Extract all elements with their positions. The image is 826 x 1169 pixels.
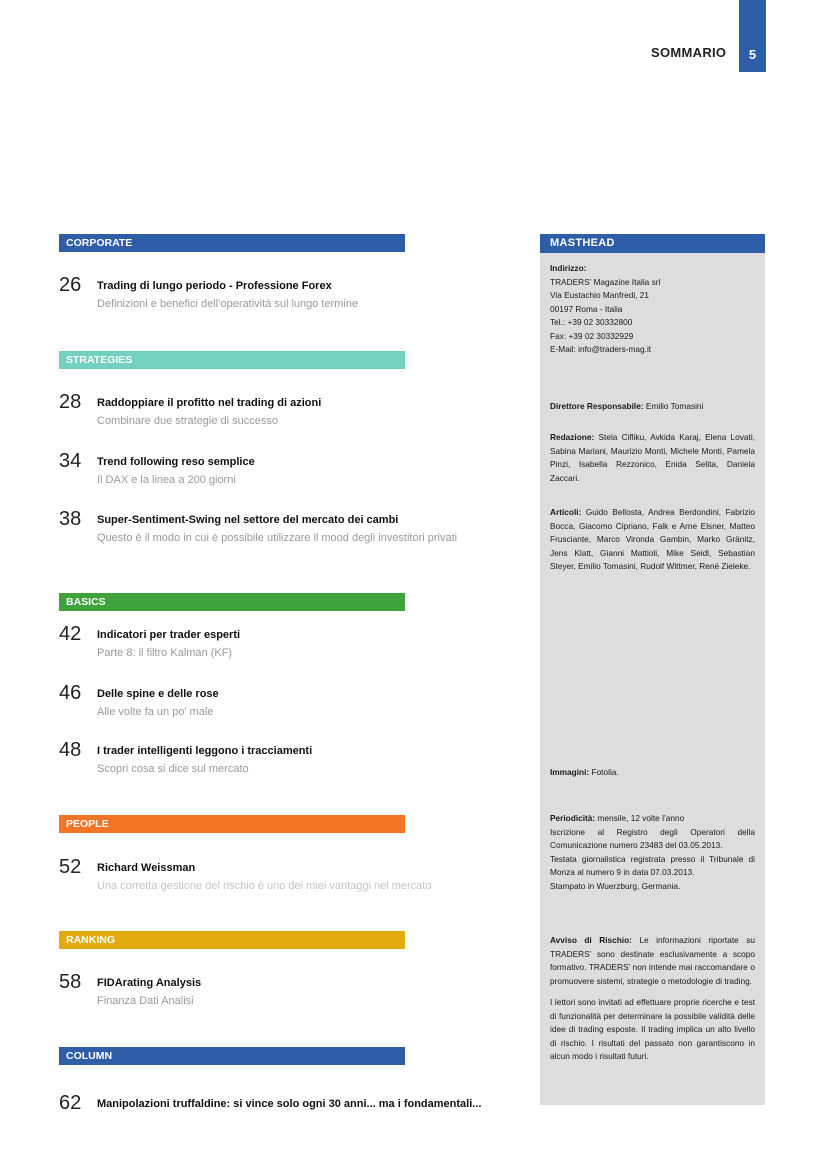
periodicity-line: Stampato in Wuerzburg, Germania. xyxy=(550,880,681,891)
toc-page-number: 52 xyxy=(59,856,82,878)
toc-subtitle: Una corretta gestione del rischio è uno dei miei vantaggi nel mercato xyxy=(97,880,432,892)
address-line: TRADERS’ Magazine Italia srl xyxy=(550,276,661,287)
toc-title: Delle spine e delle rose xyxy=(97,688,219,700)
masthead-director xyxy=(550,400,755,414)
toc-title: Trend following reso semplice xyxy=(97,456,255,468)
toc-page-number: 46 xyxy=(59,682,82,704)
toc-subtitle: Combinare due strategie di successo xyxy=(97,415,278,427)
address-line: E-Mail: info@traders-mag.it xyxy=(550,344,652,354)
toc-title: Super-Sentiment-Swing nel settore del mercato dei cambi xyxy=(97,514,399,526)
header-title: SOMMARIO xyxy=(651,45,727,60)
risk-paragraph: I lettori sono invitati ad effettuare proprie ricerche e test di funzionalità per determinare la possibile validità delle idee di trading esposte. Il trading implica un alto livello di rischio. I risultati del passato non garantiscono in alcun modo i risultati futuri. xyxy=(550,997,755,1061)
toc-page-number: 38 xyxy=(59,508,82,530)
toc-page-number: 42 xyxy=(59,623,82,645)
page-number-tab xyxy=(739,0,766,72)
toc-title: Richard Weissman xyxy=(97,862,196,874)
images-label: Immagini: xyxy=(550,767,590,777)
page-number: 5 xyxy=(748,47,757,62)
address-line: 00197 Roma - Italia xyxy=(550,303,623,314)
toc-title: Indicatori per trader esperti xyxy=(97,629,241,641)
masthead-images xyxy=(550,766,755,780)
section-bar-ranking: RANKING xyxy=(59,931,405,949)
director-label: Direttore Responsabile: xyxy=(550,401,644,411)
images-text: Fotolia. xyxy=(591,767,619,777)
periodicity-line: Iscrizione al Registro degli Operatori della Comunicazione numero 23483 del 03.05.2013. xyxy=(550,826,755,850)
section-bar-column: COLUMN xyxy=(59,1047,405,1065)
articles-text: Guido Bellosta, Andrea Berdondini, Fabrizio Bocca, Giacomo Cipriano, Falk e Arne Elsner, Matteo Frusciante, Marco Vironda Gambin, Marko Gränitz, Jens Klatt, Gianni Mattioli, Mike Seidl, Sebastian Steyer, Emilio Tomasini, Rudolf Wittmer, René Zieleke. xyxy=(550,507,756,571)
section-bar-basics: BASICS xyxy=(59,593,405,611)
risk-text: Le informazioni riportate su TRADERS’ sono destinate esclusivamente a scopo formativo. TRADERS’ non intende mai raccomandare o promuovere sistemi, strategie o metodologie di trading. xyxy=(550,935,756,986)
toc-title: I trader intelligenti leggono i tracciamenti xyxy=(97,745,313,757)
address-line: Tel.: +39 02 30332800 xyxy=(550,317,633,327)
periodicity-label: Periodicità: xyxy=(550,813,596,823)
toc-subtitle: Scopri cosa si dice sul mercato xyxy=(97,763,249,775)
periodicity-line: Testata giornalistica registrata presso il Tribunale di Monza al numero 9 in data 07.03.2013. xyxy=(550,853,755,877)
toc-page-number: 26 xyxy=(59,274,82,296)
masthead-editorial xyxy=(550,431,755,485)
risk-label: Avviso di Rischio: xyxy=(550,935,632,945)
masthead-periodicity xyxy=(550,812,755,893)
address-line: Via Eustachio Manfredi, 21 xyxy=(550,290,650,300)
section-bar-corporate: CORPORATE xyxy=(59,234,405,252)
toc-title: FIDArating Analysis xyxy=(97,977,202,989)
address-label: Indirizzo: xyxy=(550,263,587,273)
toc-subtitle: Questo è il modo in cui è possibile utilizzare il mood degli investitori privati xyxy=(97,532,458,544)
periodicity-text: mensile, 12 volte l’anno xyxy=(597,813,685,823)
toc-title: Manipolazioni truffaldine: si vince solo ogni 30 anni... ma i fondamentali... xyxy=(97,1098,482,1110)
masthead-title: MASTHEAD xyxy=(540,234,765,253)
section-bar-people: PEOPLE xyxy=(59,815,405,833)
toc-subtitle: Definizioni e benefici dell’operatività sul lungo termine xyxy=(97,298,359,310)
editorial-text: Stela Cifliku, Avkida Karaj, Elena Lovati, Sabina Mariani, Maurizio Monti, Michele Monti, Pamela Pinzi, Isabella Rezzonico, Enida Selita, Daniela Zaccari. xyxy=(550,432,755,483)
toc-title: Raddoppiare il profitto nel trading di azioni xyxy=(97,397,322,409)
section-bar-strategies: STRATEGIES xyxy=(59,351,405,369)
masthead-risk xyxy=(550,934,755,1064)
toc-subtitle: Il DAX e la linea a 200 giorni xyxy=(97,474,236,486)
masthead-articles xyxy=(550,506,755,574)
address-line: Fax: +39 02 30332929 xyxy=(550,330,634,341)
toc-subtitle: Parte 8: il filtro Kalman (KF) xyxy=(97,647,233,659)
editorial-label: Redazione: xyxy=(550,432,595,442)
toc-page-number: 28 xyxy=(59,391,82,413)
toc-page-number: 48 xyxy=(59,739,82,761)
masthead-address xyxy=(550,262,755,357)
director-name: Emilio Tomasini xyxy=(645,401,704,411)
toc-page-number: 62 xyxy=(59,1092,82,1114)
articles-label: Articoli: xyxy=(550,507,582,517)
toc-subtitle: Finanza Dati Analisi xyxy=(97,995,194,1007)
toc-subtitle: Alle volte fa un po’ male xyxy=(97,706,214,718)
toc-page-number: 58 xyxy=(59,971,82,993)
toc-page-number: 34 xyxy=(59,450,82,472)
toc-title: Trading di lungo periodo - Professione Forex xyxy=(97,280,332,292)
